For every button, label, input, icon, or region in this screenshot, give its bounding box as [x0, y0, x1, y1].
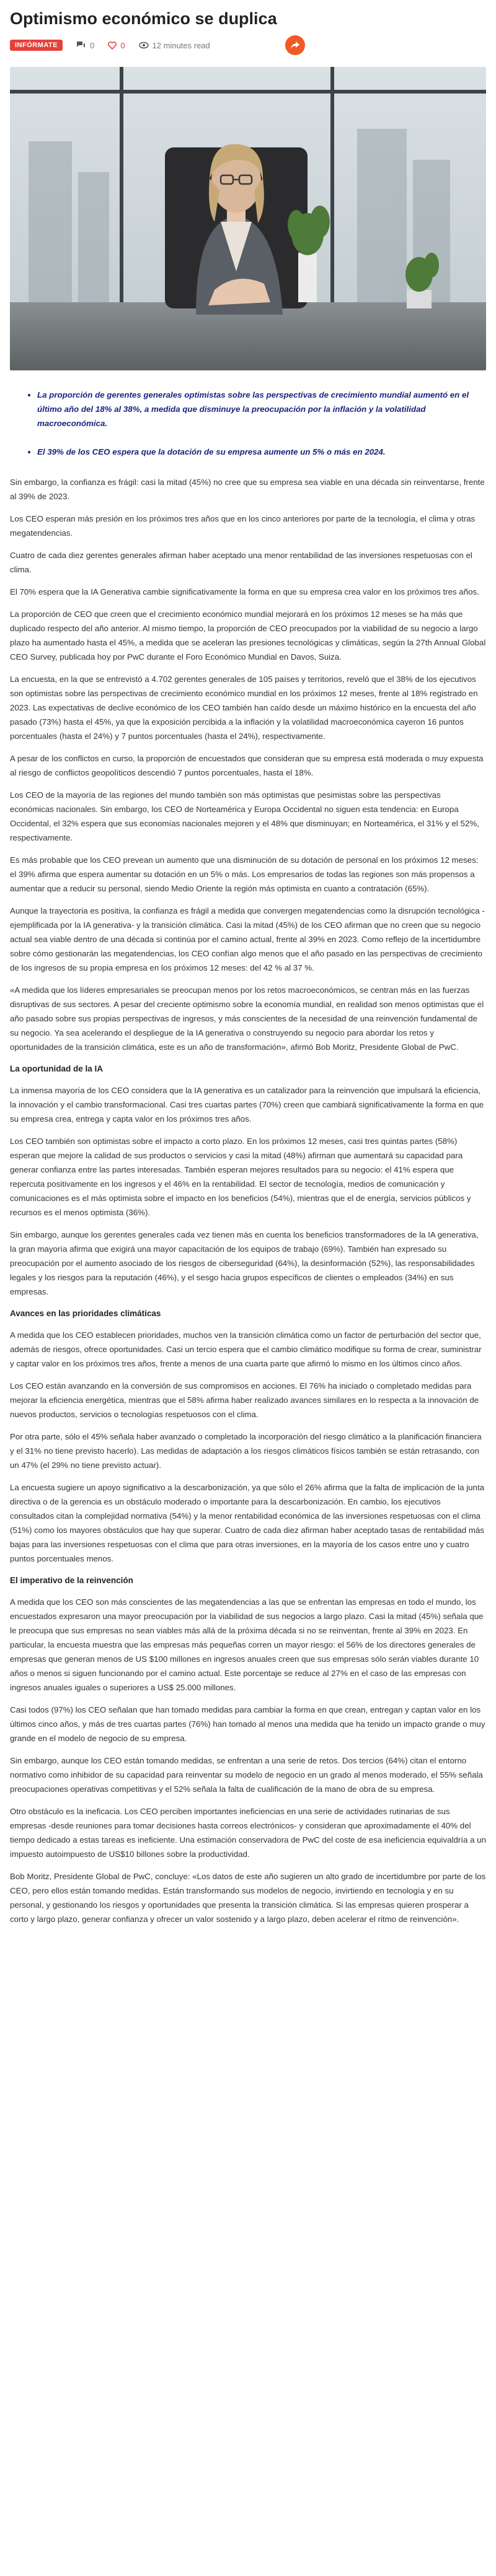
share-button[interactable] — [285, 35, 305, 55]
paragraph: Cuatro de cada diez gerentes generales afirman haber aceptado una menor rentabilidad de las inversiones respetuosas con el clima. — [10, 551, 472, 574]
paragraph: Casi todos (97%) los CEO señalan que han tomado medidas para cambiar la forma en que crean, entregan y captan valor en los últimos cinco años, y más de tres cuartas partes (76%) han tomado al menos una medida que ha tenido un impacto grande o muy grande en el modelo de negocio de su empresa. — [10, 1705, 485, 1743]
share-arrow-icon — [291, 41, 299, 49]
paragraph: «A medida que los líderes empresariales se preocupan menos por los retos macroeconómicos, se centran más en las fuerzas disruptivas de sus sectores. A pesar del creciente optimismo sobre la economía mundial, en realidad son menos optimistas que el año pasado sobre sus propias perspectivas de ingresos, y más conscientes de la necesidad de una reinvención fundamental de su negocio. Ya sea acelerando el despliegue de la IA generativa o construyendo su negocio para abordar los retos y oportunidades de la transición climática, este es un año de transformación», afirmó Bob Moritz, Presidente Global de PwC. — [10, 985, 484, 1052]
paragraph: Sin embargo, aunque los CEO están tomando medidas, se enfrentan a una serie de retos. Dos tercios (64%) citan el entorno normativo como inhibidor de su capacidad para reinventar su modelo de negocio en un grado al menos moderado, el 55% señala preocupaciones operativas competitivas y el 52% señala la falta de cualificación de la mano de obra de su empresa. — [10, 1756, 483, 1794]
section-heading: Avances en las prioridades climáticas — [10, 1309, 161, 1318]
paragraph: Los CEO están avanzando en la conversión de sus compromisos en acciones. El 76% ha iniciado o completado medidas para mejorar la eficiencia energética, mientras que el 58% afirma haber realizado avances similares en lo respecta a la innovación de nuevos productos, servicios o tecnologías respetuosos con el clima. — [10, 1381, 479, 1419]
paragraph: La inmensa mayoría de los CEO considera que la IA generativa es un catalizador para la reinvención que impulsará la eficiencia, la innovación y el cambio transformacional. Casi tres cuartas partes (70%) creen que cambiará significativamente la forma en que su empresa crea, entrega y capta valor en los próximos tres años. — [10, 1086, 484, 1124]
paragraph: A medida que los CEO son más conscientes de las megatendencias a las que se enfrentan las empresas en todo el mundo, los encuestados expresaron una mayor preocupación por la viabilidad de sus negocios a largo plazo. Casi la mitad (45%) señala que le preocupa que sus empresas no sean viables más allá de la próxima década si no se reinventan, frente al 39% en 2023. En particular, la encuesta muestra que las empresas más pequeñas corren un mayor riesgo: el 56% de los directores generales de empresas que generan menos de US $100 millones en ingresos anuales creen que sus empresas sólo serán viables durante 10 años o menos si siguen funcionando por el camino actual. Este porcentaje se reduce al 27% en el caso de las empresas con ingresos anuales iguales o superiores a US$ 25.000 millones. — [10, 1597, 484, 1692]
paragraph: La proporción de CEO que creen que el crecimiento económico mundial mejorará en los próximos 12 meses se ha más que duplicado respecto del año anterior. Al mismo tiempo, la proporción de CEO preocupados por la viabilidad de su negocio a largo plazo ha aumentado hasta el 45%, a medida que se aceleran las presiones tecnológicas y climáticas, según la 27th Annual Global CEO Survey, publicada hoy por PwC durante el Foro Económico Mundial en Davos, Suiza. — [10, 609, 486, 661]
article-meta — [10, 36, 486, 55]
highlight-item: • La proporción de gerentes generales optimistas sobre las perspectivas de crecimiento mundial aumentó en el último año del 18% al 38%, a medida que disminuye la preocupación por la inflación y la volatilidad macroeconómica. — [37, 388, 486, 430]
paragraph: A medida que los CEO establecen prioridades, muchos ven la transición climática como un factor de perturbación del sector que, además de riesgos, ofrece oportunidades. Casi un tercio espera que el cambio climático modifique su forma de crear, suministrar y captar valor en los próximos tres años, frente a menos de una cuarta parte que afirmó lo mismo en los últimos cinco años. — [10, 1330, 482, 1368]
section-heading: La oportunidad de la IA — [10, 1064, 104, 1073]
category-badge[interactable]: INFÓRMATE — [10, 40, 63, 51]
paragraph: La encuesta, en la que se entrevistó a 4.702 gerentes generales de 105 países y territorios, reveló que el 38% de los ejecutivos son optimistas sobre las perspectivas de crecimiento económico mundial en los próximos 12 meses, frente al 18% registrado en 2023. Las expectativas de declive económico de los CEO también han caído desde un máximo histórico en la encuesta del año pasado (73%) hasta el 45%, ya que la exposición percibida a la inflación y la volatilidad macroeconómica cayeron 16 puntos porcentuales (hasta el 24%) y 7 puntos porcentuales (hasta el 24%), respectivamente. — [10, 675, 478, 741]
paragraph: Aunque la trayectoria es positiva, la confianza es frágil a medida que convergen megatendencias como la disrupción tecnológica -ejemplificada por la IA generativa- y la transición climática. Casi la mitad (45%) de los CEO afirman que no creen que su negocio actual sea viable dentro de una década si continúa por el camino actual, frente al 39% en 2023. Como reflejo de la incertidumbre sobre cómo gestionarán las megatendencias, los CEO confían algo menos que el año pasado en las perspectivas de crecimiento de los ingresos de su propia empresa en los próximos 12 meses: del 42 % al 37 %. — [10, 906, 485, 972]
article-body — [10, 475, 486, 1926]
likes-count[interactable] — [108, 41, 125, 50]
paragraph: Por otra parte, sólo el 45% señala haber avanzado o completado la incorporación del riesgo climático a la planificación financiera y el 31% no tiene previsto hacerlo). Las medidas de adaptación a los riesgos climáticos físicos también se están retrasando, con un 47% (el 29% no tiene previsto actuar). — [10, 1432, 482, 1470]
paragraph: A pesar de los conflictos en curso, la proporción de encuestados que consideran que su empresa está moderada o muy expuesta al riesgo de conflictos geopolíticos descendió 7 puntos porcentuales, hasta el 18%. — [10, 754, 484, 777]
comments-icon — [76, 41, 86, 50]
paragraph: Otro obstáculo es la ineficacia. Los CEO perciben importantes ineficiencias en una serie de actividades rutinarias de sus empresas -desde reuniones para tomar decisiones hasta correos electrónicos- y consideran que aproximadamente el 40% del tiempo dedicado a estas tareas es ineficiente. Una estimación conservadora de PwC del coste de esa ineficiencia equivaldría a un impuesto autoimpuesto de US$10 billones sobre la productividad. — [10, 1807, 486, 1859]
paragraph: Es más probable que los CEO prevean un aumento que una disminución de su dotación de personal en los próximos 12 meses: el 39% afirma que espera aumentar su dotación en un 5% o más. Los empresarios de todas las regiones son más propensos a aumentar que a reducir su personal, siendo Medio Oriente la región más optimista en cuanto a contratación (65%). — [10, 855, 479, 893]
paragraph: Los CEO de la mayoría de las regiones del mundo también son más optimistas que pesimistas sobre las perspectivas económicas nacionales. Sin embargo, los CEO de Norteamérica y Europa Occidental no siguen esta tendencia: en Europa Occidental, el 32% espera que sus economías nacionales mejoren y el 48% que disminuyan; en Norteamérica, el 31% y el 52%, respectivamente. — [10, 790, 479, 842]
likes-value: 0 — [120, 40, 125, 50]
read-time-value: 12 minutes read — [152, 40, 210, 50]
eye-icon — [139, 41, 149, 49]
paragraph: Sin embargo, aunque los gerentes generales cada vez tienen más en cuenta los beneficios transformadores de la IA generativa, la gran mayoría afirma que exigirá una mayor capacitación de los equipos de trabajo (69%). También han expresado su preocupación por el aumento asociado de los riesgos de ciberseguridad (64%), la desinformación (52%), las responsabilidades legales y los riesgos para la reputación (46%), y el sesgo hacia grupos específicos de clientes o empleados (34%) en sus empresas. — [10, 1230, 479, 1296]
paragraph: La encuesta sugiere un apoyo significativo a la descarbonización, ya que sólo el 26% afirma que la falta de implicación de la junta directiva o de la gerencia es un obstáculo moderado o importante para la descarbonización. En cambio, los ejecutivos consultados citan la complejidad normativa (54%) y la menor rentabilidad económica de las inversiones respetuosas con el clima (51%) como los mayores obstáculos que hay que superar. Cuatro de cada diez afirman haber aceptado tasas de rentabilidad más bajas para las inversiones respetuosas con el clima que para otras inversiones, en la mayoría de los casos entre uno y cuatro puntos porcentuales menos. — [10, 1483, 485, 1563]
comments-count[interactable] — [76, 41, 94, 50]
paragraph: Sin embargo, la confianza es frágil: casi la mitad (45%) no cree que su empresa sea viable en una década sin reinventarse, frente al 39% de 2023. — [10, 478, 485, 501]
highlight-item: • El 39% de los CEO espera que la dotación de su empresa aumente un 5% o más en 2024. — [37, 445, 486, 459]
heart-icon — [108, 41, 117, 50]
hero-image — [10, 67, 486, 370]
read-time — [139, 41, 210, 50]
paragraph: Los CEO también son optimistas sobre el impacto a corto plazo. En los próximos 12 meses, casi tres quintas partes (58%) esperan que mejore la calidad de sus productos o servicios y casi la mitad (48%) afirman que aumentará su capacidad para generar confianza entre las partes interesadas. También esperan mejores resultados para su negocio: el 41% espera que repercuta positivamente en los ingresos y el 46% en la rentabilidad. El sector de tecnología, medios de comunicación y comunicaciones es el más optimista sobre el impacto en los beneficios (54%), mientras que el de energía, servicios públicos y recursos es el menos optimista (36%). — [10, 1137, 471, 1217]
paragraph: El 70% espera que la IA Generativa cambie significativamente la forma en que su empresa crea valor en los próximos tres años. — [10, 587, 479, 596]
page-title: Optimismo económico se duplica — [10, 9, 277, 28]
paragraph: Los CEO esperan más presión en los próximos tres años que en los cinco anteriores por parte de la tecnología, el clima y otras megatendencias. — [10, 514, 476, 538]
paragraph: Bob Moritz, Presidente Global de PwC, concluye: «Los datos de este año sugieren un alto grado de incertidumbre por parte de los CEO, pero ellos están tomando medidas. Están transformando sus modelos de negocio, invirtiendo en tecnología y en su personal, y gestionando los riesgos y oportunidades que presenta la transición climática. Si las empresas quieren prosperar a corto y largo plazo, generar confianza y ofrecer un valor sostenido y a largo plazo, deben acelerar el ritmo de reinvención». — [10, 1872, 486, 1924]
businesswoman-photo-icon — [10, 67, 486, 370]
section-heading: El imperativo de la reinvención — [10, 1576, 133, 1585]
comments-value: 0 — [90, 40, 95, 50]
highlights-list — [37, 388, 486, 459]
